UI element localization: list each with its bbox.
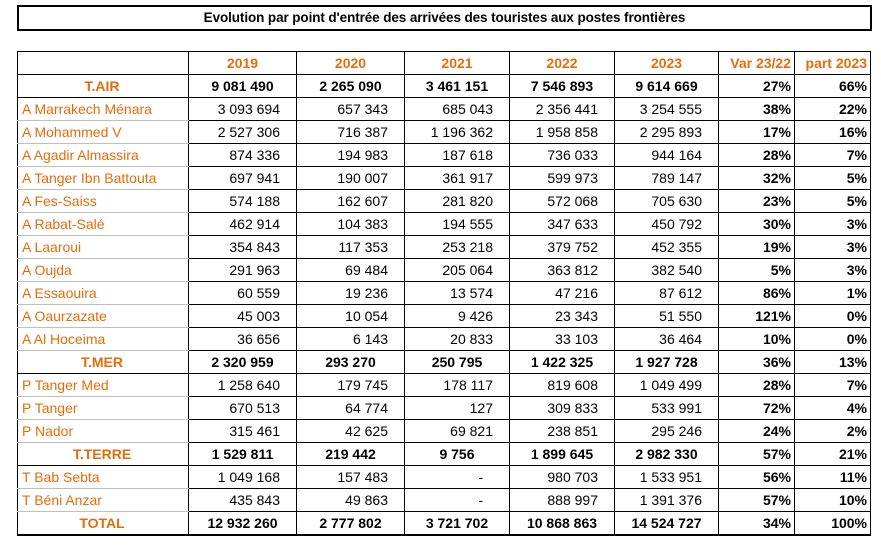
- cell-2023: 87 612: [615, 282, 719, 305]
- cell-var: 32%: [719, 167, 795, 190]
- cell-2022: 2 356 441: [510, 98, 615, 121]
- row-label: A Rabat-Salé: [18, 213, 189, 236]
- cell-2020: 49 863: [297, 489, 405, 512]
- total-row: [18, 512, 871, 536]
- row-label: P Nador: [18, 420, 189, 443]
- cell-2021: 187 618: [405, 144, 510, 167]
- table-row: [18, 328, 871, 351]
- row-label: A Fes-Saiss: [18, 190, 189, 213]
- total-row: [18, 351, 871, 374]
- table-row: [18, 466, 871, 489]
- cell-2023: 452 355: [615, 236, 719, 259]
- cell-2022: 572 068: [510, 190, 615, 213]
- cell-2023: 1 391 376: [615, 489, 719, 512]
- cell-2019: 1 529 811: [189, 443, 297, 466]
- cell-2021: -: [405, 466, 510, 489]
- table-row: [18, 167, 871, 190]
- cell-2019: 574 188: [189, 190, 297, 213]
- cell-2021: 1 196 362: [405, 121, 510, 144]
- cell-part: 2%: [795, 420, 871, 443]
- table-row: [18, 489, 871, 512]
- cell-2022: 309 833: [510, 397, 615, 420]
- tourist-arrivals-table: [17, 51, 871, 536]
- cell-2020: 179 745: [297, 374, 405, 397]
- row-label: TOTAL: [18, 512, 189, 536]
- row-label: T Béni Anzar: [18, 489, 189, 512]
- cell-2020: 19 236: [297, 282, 405, 305]
- cell-2019: 1 258 640: [189, 374, 297, 397]
- cell-2021: 685 043: [405, 98, 510, 121]
- total-row: [18, 443, 871, 466]
- cell-2019: 354 843: [189, 236, 297, 259]
- cell-2021: 250 795: [405, 351, 510, 374]
- cell-2021: 3 461 151: [405, 75, 510, 98]
- cell-2021: 9 756: [405, 443, 510, 466]
- table-title: Evolution par point d'entrée des arrivées des touristes aux postes frontières: [17, 5, 872, 31]
- cell-2020: 69 484: [297, 259, 405, 282]
- total-row: [18, 75, 871, 98]
- cell-2021: 3 721 702: [405, 512, 510, 536]
- cell-2019: 45 003: [189, 305, 297, 328]
- cell-var: 10%: [719, 328, 795, 351]
- cell-var: 34%: [719, 512, 795, 536]
- cell-2022: 47 216: [510, 282, 615, 305]
- cell-2019: 697 941: [189, 167, 297, 190]
- cell-2021: 20 833: [405, 328, 510, 351]
- table-row: [18, 213, 871, 236]
- row-label: A Laaroui: [18, 236, 189, 259]
- cell-2023: 533 991: [615, 397, 719, 420]
- cell-2020: 64 774: [297, 397, 405, 420]
- cell-2021: -: [405, 489, 510, 512]
- cell-2022: 379 752: [510, 236, 615, 259]
- row-label: A Oujda: [18, 259, 189, 282]
- cell-part: 21%: [795, 443, 871, 466]
- cell-2022: 599 973: [510, 167, 615, 190]
- cell-2021: 205 064: [405, 259, 510, 282]
- cell-2020: 219 442: [297, 443, 405, 466]
- cell-2020: 10 054: [297, 305, 405, 328]
- cell-2022: 1 422 325: [510, 351, 615, 374]
- cell-2019: 670 513: [189, 397, 297, 420]
- cell-2019: 1 049 168: [189, 466, 297, 489]
- cell-part: 100%: [795, 512, 871, 536]
- cell-2022: 238 851: [510, 420, 615, 443]
- table-row: [18, 374, 871, 397]
- cell-2019: 874 336: [189, 144, 297, 167]
- cell-2023: 1 049 499: [615, 374, 719, 397]
- cell-var: 57%: [719, 443, 795, 466]
- cell-part: 13%: [795, 351, 871, 374]
- header-2023: 2023: [615, 52, 719, 75]
- cell-2022: 980 703: [510, 466, 615, 489]
- table-row: [18, 420, 871, 443]
- cell-2023: 944 164: [615, 144, 719, 167]
- cell-part: 3%: [795, 259, 871, 282]
- cell-var: 86%: [719, 282, 795, 305]
- cell-2023: 705 630: [615, 190, 719, 213]
- row-label: A Al Hoceima: [18, 328, 189, 351]
- cell-2021: 178 117: [405, 374, 510, 397]
- cell-2019: 3 093 694: [189, 98, 297, 121]
- cell-2020: 194 983: [297, 144, 405, 167]
- cell-part: 7%: [795, 374, 871, 397]
- cell-part: 0%: [795, 328, 871, 351]
- cell-part: 1%: [795, 282, 871, 305]
- cell-part: 3%: [795, 236, 871, 259]
- table-row: [18, 397, 871, 420]
- cell-2019: 12 932 260: [189, 512, 297, 536]
- cell-2023: 2 295 893: [615, 121, 719, 144]
- cell-2019: 60 559: [189, 282, 297, 305]
- cell-var: 28%: [719, 144, 795, 167]
- cell-var: 36%: [719, 351, 795, 374]
- row-label: T.MER: [18, 351, 189, 374]
- cell-part: 66%: [795, 75, 871, 98]
- header-row: [18, 52, 871, 75]
- cell-2020: 657 343: [297, 98, 405, 121]
- cell-2022: 23 343: [510, 305, 615, 328]
- cell-part: 5%: [795, 167, 871, 190]
- cell-2023: 36 464: [615, 328, 719, 351]
- cell-var: 24%: [719, 420, 795, 443]
- cell-2023: 3 254 555: [615, 98, 719, 121]
- cell-2019: 291 963: [189, 259, 297, 282]
- row-label: A Tanger Ibn Battouta: [18, 167, 189, 190]
- cell-var: 27%: [719, 75, 795, 98]
- cell-2020: 42 625: [297, 420, 405, 443]
- header-2019: 2019: [189, 52, 297, 75]
- header-2020: 2020: [297, 52, 405, 75]
- cell-2021: 253 218: [405, 236, 510, 259]
- cell-2022: 736 033: [510, 144, 615, 167]
- cell-2022: 819 608: [510, 374, 615, 397]
- cell-part: 22%: [795, 98, 871, 121]
- cell-2021: 194 555: [405, 213, 510, 236]
- header-part: part 2023: [795, 52, 871, 75]
- table-row: [18, 282, 871, 305]
- cell-2022: 33 103: [510, 328, 615, 351]
- cell-2022: 7 546 893: [510, 75, 615, 98]
- cell-2021: 13 574: [405, 282, 510, 305]
- cell-2023: 2 982 330: [615, 443, 719, 466]
- cell-2023: 14 524 727: [615, 512, 719, 536]
- header-label: [18, 52, 189, 75]
- cell-2019: 9 081 490: [189, 75, 297, 98]
- cell-2019: 2 320 959: [189, 351, 297, 374]
- cell-var: 72%: [719, 397, 795, 420]
- cell-2020: 104 383: [297, 213, 405, 236]
- cell-part: 4%: [795, 397, 871, 420]
- row-label: P Tanger Med: [18, 374, 189, 397]
- row-label: A Marrakech Ménara: [18, 98, 189, 121]
- cell-2023: 382 540: [615, 259, 719, 282]
- table-row: [18, 259, 871, 282]
- cell-2020: 6 143: [297, 328, 405, 351]
- cell-2019: 462 914: [189, 213, 297, 236]
- cell-2023: 295 246: [615, 420, 719, 443]
- cell-2020: 157 483: [297, 466, 405, 489]
- cell-2021: 281 820: [405, 190, 510, 213]
- cell-part: 10%: [795, 489, 871, 512]
- cell-2022: 888 997: [510, 489, 615, 512]
- header-var: Var 23/22: [719, 52, 795, 75]
- header-2021: 2021: [405, 52, 510, 75]
- cell-var: 56%: [719, 466, 795, 489]
- row-label: T.AIR: [18, 75, 189, 98]
- cell-2019: 2 527 306: [189, 121, 297, 144]
- cell-2022: 1 899 645: [510, 443, 615, 466]
- row-label: T Bab Sebta: [18, 466, 189, 489]
- row-label: P Tanger: [18, 397, 189, 420]
- cell-var: 17%: [719, 121, 795, 144]
- cell-2021: 9 426: [405, 305, 510, 328]
- cell-2020: 162 607: [297, 190, 405, 213]
- cell-2019: 36 656: [189, 328, 297, 351]
- table-row: [18, 121, 871, 144]
- cell-2020: 117 353: [297, 236, 405, 259]
- cell-2022: 10 868 863: [510, 512, 615, 536]
- cell-part: 11%: [795, 466, 871, 489]
- cell-part: 3%: [795, 213, 871, 236]
- table-row: [18, 144, 871, 167]
- cell-2020: 716 387: [297, 121, 405, 144]
- row-label: A Mohammed V: [18, 121, 189, 144]
- cell-2020: 2 265 090: [297, 75, 405, 98]
- table-row: [18, 98, 871, 121]
- cell-part: 0%: [795, 305, 871, 328]
- cell-2021: 69 821: [405, 420, 510, 443]
- cell-2023: 51 550: [615, 305, 719, 328]
- row-label: A Agadir Almassira: [18, 144, 189, 167]
- cell-2023: 450 792: [615, 213, 719, 236]
- cell-var: 28%: [719, 374, 795, 397]
- cell-part: 16%: [795, 121, 871, 144]
- row-label: A Oaurzazate: [18, 305, 189, 328]
- header-2022: 2022: [510, 52, 615, 75]
- cell-2023: 1 533 951: [615, 466, 719, 489]
- cell-2020: 293 270: [297, 351, 405, 374]
- cell-2020: 190 007: [297, 167, 405, 190]
- table-row: [18, 305, 871, 328]
- cell-part: 7%: [795, 144, 871, 167]
- cell-2019: 435 843: [189, 489, 297, 512]
- cell-2022: 1 958 858: [510, 121, 615, 144]
- row-label: A Essaouira: [18, 282, 189, 305]
- cell-var: 19%: [719, 236, 795, 259]
- cell-2020: 2 777 802: [297, 512, 405, 536]
- table-row: [18, 190, 871, 213]
- cell-part: 5%: [795, 190, 871, 213]
- cell-var: 23%: [719, 190, 795, 213]
- cell-var: 121%: [719, 305, 795, 328]
- cell-2023: 9 614 669: [615, 75, 719, 98]
- cell-var: 5%: [719, 259, 795, 282]
- cell-2021: 361 917: [405, 167, 510, 190]
- table-row: [18, 236, 871, 259]
- cell-2021: 127: [405, 397, 510, 420]
- cell-2023: 789 147: [615, 167, 719, 190]
- row-label: T.TERRE: [18, 443, 189, 466]
- cell-2023: 1 927 728: [615, 351, 719, 374]
- cell-2019: 315 461: [189, 420, 297, 443]
- cell-var: 30%: [719, 213, 795, 236]
- cell-var: 38%: [719, 98, 795, 121]
- cell-2022: 363 812: [510, 259, 615, 282]
- cell-var: 57%: [719, 489, 795, 512]
- cell-2022: 347 633: [510, 213, 615, 236]
